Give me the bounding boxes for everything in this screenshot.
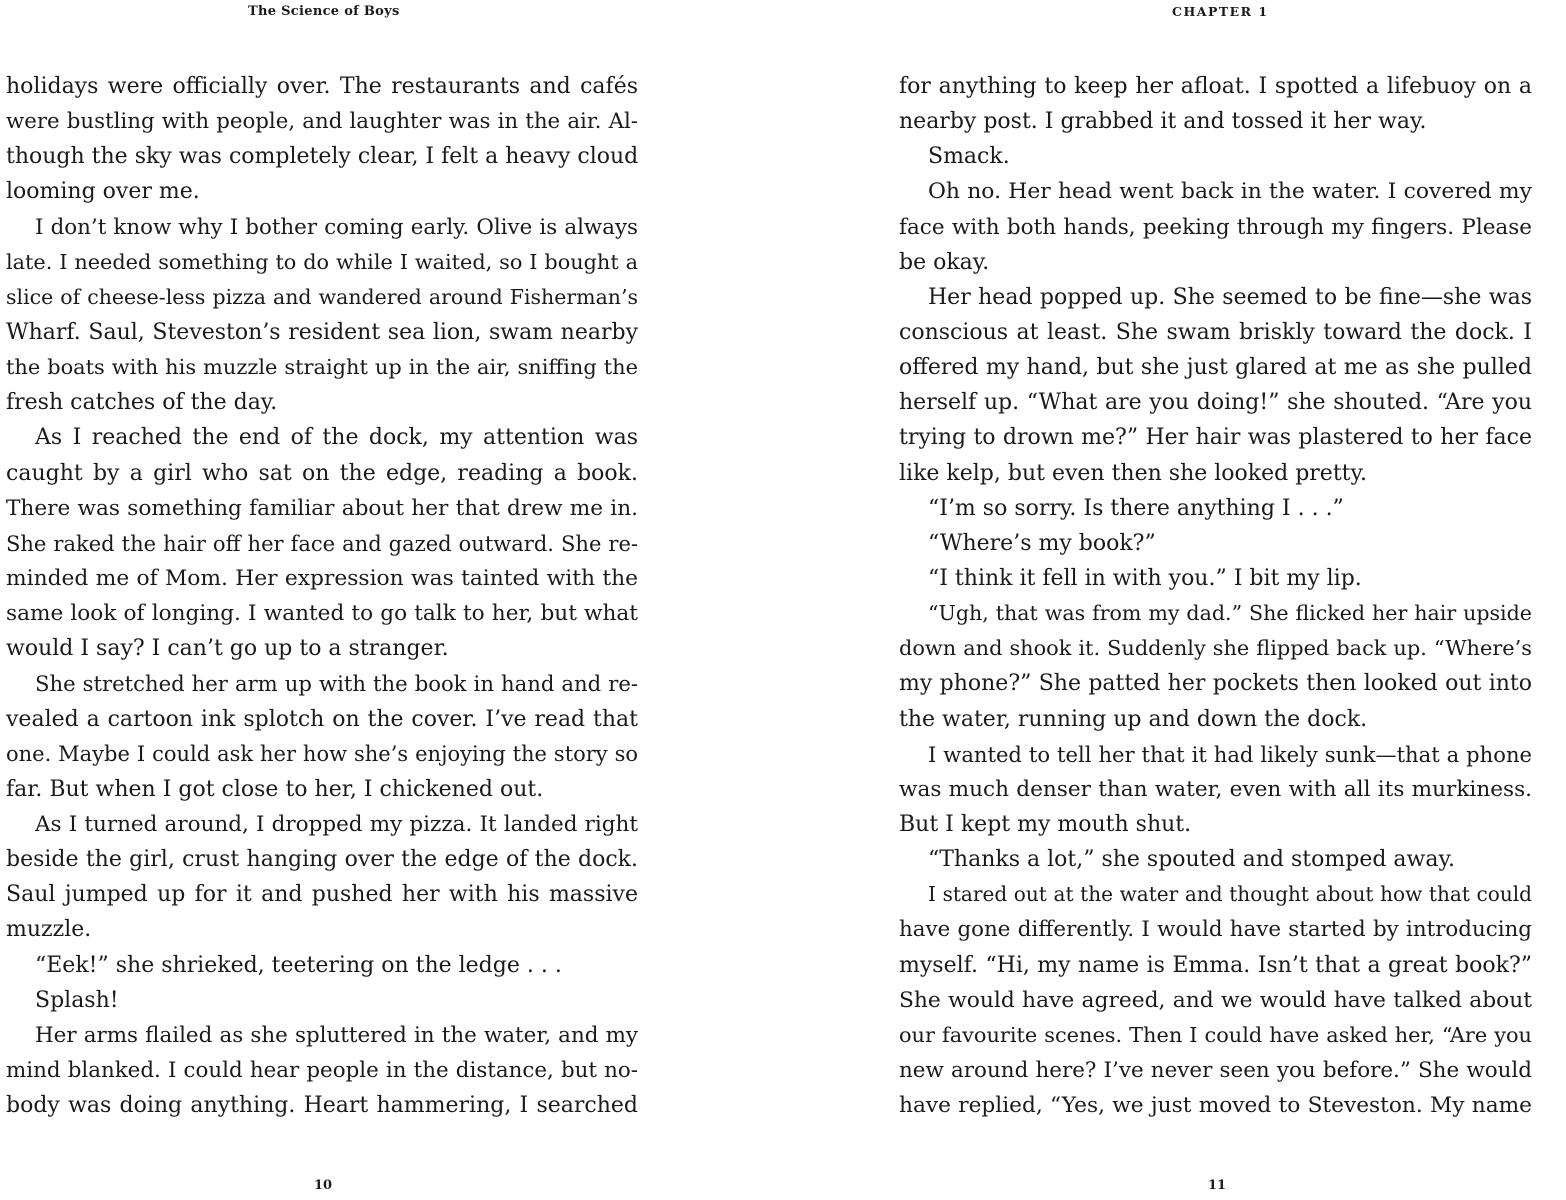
text-line: conscious at least. She swam briskly toward the dock. I	[899, 319, 1532, 345]
right-page	[890, 0, 1550, 1200]
text-line: vealed a cartoon ink splotch on the cover. I’ve read that	[6, 706, 638, 732]
text-line: for anything to keep her afloat. I spotted a lifebuoy on a	[899, 74, 1532, 99]
text-line: I stared out at the water and thought about how that could	[928, 882, 1532, 907]
text-line: minded me of Mom. Her expression was tainted with the	[6, 565, 638, 591]
running-head-chapter: CHAPTER 1	[1172, 4, 1269, 19]
text-line: She stretched her arm up with the book in hand and re-	[35, 671, 638, 697]
text-line: muzzle.	[6, 917, 92, 943]
right-page-text	[899, 69, 1532, 1123]
text-line: “Ugh, that was from my dad.” She flicked her hair upside	[928, 601, 1532, 626]
text-line: Saul jumped up for it and pushed her with his massive	[6, 882, 638, 908]
text-line: I wanted to tell her that it had likely sunk—that a phone	[928, 741, 1532, 767]
text-line: down and shook it. Suddenly she flipped back up. “Where’s	[899, 636, 1532, 661]
text-line: But I kept my mouth shut.	[899, 811, 1192, 837]
text-line: have replied, “Yes, we just moved to Steveston. My name	[899, 1093, 1532, 1119]
text-line: She would have agreed, and we would have talked about	[899, 987, 1532, 1013]
text-line: herself up. “What are you doing!” she shouted. “Are you	[899, 390, 1532, 416]
text-line: though the sky was completely clear, I felt a heavy cloud	[6, 144, 639, 170]
text-line: caught by a girl who sat on the edge, reading a book.	[6, 460, 638, 486]
text-line: Oh no. Her head went back in the water. I covered my	[928, 179, 1532, 205]
running-head-book-title: The Science of Boys	[248, 4, 400, 19]
text-line: She raked the hair off her face and gazed outward. She re-	[6, 530, 638, 556]
text-line: Smack.	[928, 144, 1010, 170]
text-line: were bustling with people, and laughter was in the air. Al-	[6, 109, 638, 135]
text-line: same look of longing. I wanted to go talk to her, but what	[6, 601, 638, 627]
text-line: like kelp, but even then she looked pretty.	[899, 460, 1368, 486]
text-line: Splash!	[35, 987, 119, 1013]
text-line: be okay.	[899, 249, 990, 275]
text-line: late. I needed something to do while I waited, so I bought a	[6, 249, 638, 274]
text-line: As I turned around, I dropped my pizza. It landed right	[35, 811, 638, 837]
text-line: far. But when I got close to her, I chickened out.	[6, 776, 544, 802]
text-line: “Thanks a lot,” she spouted and stomped away.	[928, 847, 1455, 873]
text-line: “I’m so sorry. Is there anything I . . .”	[928, 495, 1344, 521]
text-line: the boats with his muzzle straight up in the air, sniffing the	[6, 355, 638, 380]
text-line: “Eek!” she shrieked, teetering on the ledge . . .	[35, 952, 562, 978]
text-line: looming over me.	[6, 179, 200, 205]
text-line: would I say? I can’t go up to a stranger.	[6, 636, 449, 662]
text-line: slice of cheese-less pizza and wandered around Fisherman’s	[6, 284, 638, 309]
text-line: mind blanked. I could hear people in the distance, but no-	[6, 1057, 638, 1083]
text-line: was much denser than water, even with all its murkiness.	[899, 776, 1532, 802]
text-line: one. Maybe I could ask her how she’s enjoying the story so	[6, 741, 638, 766]
text-line: nearby post. I grabbed it and tossed it her way.	[899, 109, 1427, 135]
text-line: my phone?” She patted her pockets then looked out into	[899, 671, 1532, 697]
text-line: I don’t know why I bother coming early. Olive is always	[35, 214, 638, 240]
text-line: “Where’s my book?”	[928, 530, 1156, 556]
text-line: Wharf. Saul, Steveston’s resident sea lion, swam nearby	[6, 319, 638, 345]
text-line: the water, running up and down the dock.	[899, 706, 1368, 732]
text-line: face with both hands, peeking through my fingers. Please	[899, 214, 1532, 240]
text-line: have gone differently. I would have started by introducing	[899, 917, 1532, 943]
text-line: body was doing anything. Heart hammering, I searched	[6, 1093, 638, 1119]
text-line: As I reached the end of the dock, my attention was	[35, 425, 638, 451]
text-line: offered my hand, but she just glared at me as she pulled	[899, 355, 1532, 381]
left-page	[0, 0, 650, 1200]
text-line: “I think it fell in with you.” I bit my lip.	[928, 565, 1362, 591]
left-page-text	[6, 69, 638, 1123]
text-line: trying to drown me?” Her hair was plastered to her face	[899, 425, 1532, 451]
page-number: 10	[314, 1178, 333, 1193]
text-line: beside the girl, crust hanging over the edge of the dock.	[6, 847, 638, 873]
text-line: fresh catches of the day.	[6, 390, 278, 416]
text-line: Her head popped up. She seemed to be fine—she was	[928, 284, 1532, 310]
text-line: Her arms flailed as she spluttered in the water, and my	[35, 1022, 638, 1048]
page-number: 11	[1208, 1178, 1227, 1193]
text-line: our favourite scenes. Then I could have asked her, “Are you	[899, 1022, 1532, 1047]
text-line: There was something familiar about her that drew me in.	[6, 495, 638, 521]
text-line: myself. “Hi, my name is Emma. Isn’t that a great book?”	[899, 952, 1532, 978]
text-line: new around here? I’ve never seen you before.” She would	[899, 1057, 1532, 1083]
text-line: holidays were officially over. The restaurants and cafés	[6, 74, 638, 99]
